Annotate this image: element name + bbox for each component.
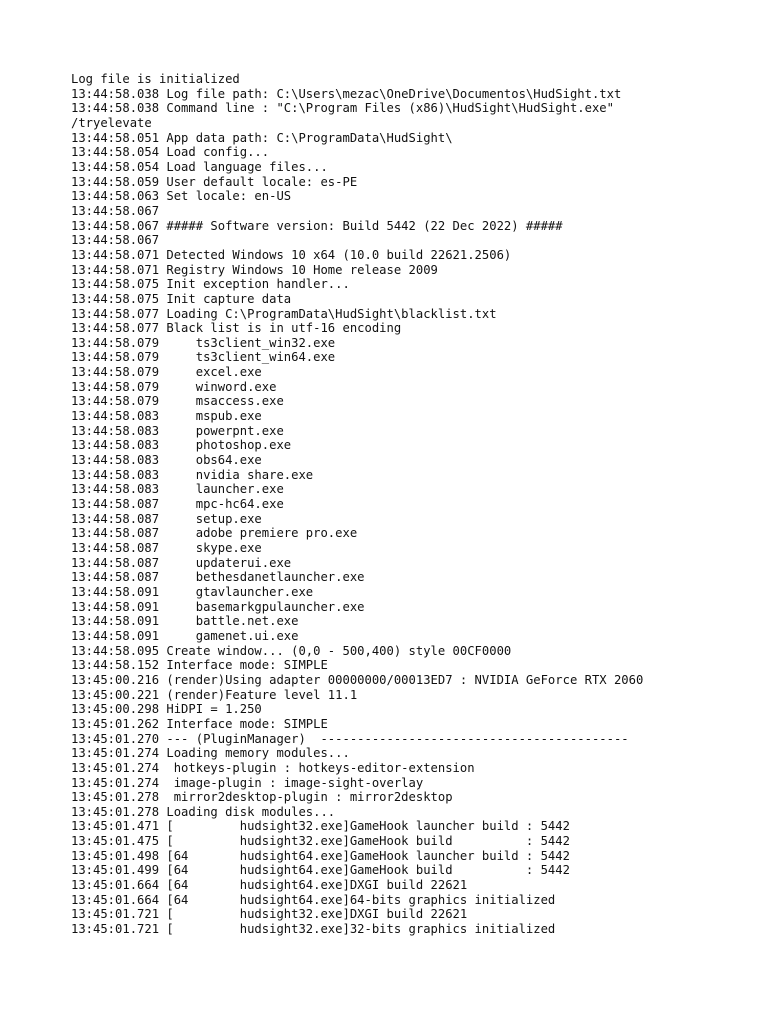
log-line: 13:44:58.075 Init exception handler... <box>71 277 350 292</box>
log-line: 13:44:58.079 winword.exe <box>71 379 277 394</box>
log-line: 13:44:58.077 Black list is in utf-16 encoding <box>71 321 402 336</box>
log-line: 13:45:01.278 Loading disk modules... <box>71 804 336 819</box>
log-line: 13:44:58.079 ts3client_win64.exe <box>71 350 336 365</box>
log-line: 13:45:01.721 [ hudsight32.exe]DXGI build 22621 <box>71 907 468 922</box>
log-line: 13:45:00.221 (render)Feature level 11.1 <box>71 687 358 702</box>
log-line: 13:44:58.038 Log file path: C:\Users\mezac\OneDrive\Documentos\HudSight.txt <box>71 86 622 101</box>
log-line: 13:44:58.095 Create window... (0,0 - 500,400) style 00CF0000 <box>71 643 512 658</box>
log-line: 13:44:58.152 Interface mode: SIMPLE <box>71 658 328 673</box>
log-document <box>71 72 761 937</box>
log-line: 13:44:58.091 basemarkgpulauncher.exe <box>71 599 365 614</box>
log-line: 13:45:01.498 [64 hudsight64.exe]GameHook launcher build : 5442 <box>71 848 570 863</box>
log-line: 13:45:00.298 HiDPI = 1.250 <box>71 702 262 717</box>
log-line: 13:44:58.091 battle.net.exe <box>71 614 299 629</box>
log-line: 13:44:58.038 Command line : "C:\Program Files (x86)\HudSight\HudSight.exe" <box>71 101 614 116</box>
log-line: 13:44:58.083 mspub.exe <box>71 409 262 424</box>
log-line: 13:45:01.274 image-plugin : image-sight-overlay <box>71 775 424 790</box>
log-line: 13:44:58.083 photoshop.exe <box>71 438 292 453</box>
log-line: 13:44:58.054 Load config... <box>71 145 270 160</box>
log-line: 13:44:58.087 adobe premiere pro.exe <box>71 526 358 541</box>
log-line: 13:44:58.067 <box>71 203 160 218</box>
log-line: 13:44:58.083 launcher.exe <box>71 482 284 497</box>
log-line: 13:44:58.075 Init capture data <box>71 291 292 306</box>
log-line: 13:44:58.059 User default locale: es-PE <box>71 174 358 189</box>
log-line: 13:44:58.087 updaterui.exe <box>71 555 292 570</box>
log-line: 13:44:58.091 gamenet.ui.exe <box>71 628 299 643</box>
log-line: 13:45:01.475 [ hudsight32.exe]GameHook build : 5442 <box>71 834 570 849</box>
log-line: 13:45:01.274 Loading memory modules... <box>71 746 350 761</box>
log-line: 13:45:00.216 (render)Using adapter 00000000/00013ED7 : NVIDIA GeForce RTX 2060 <box>71 672 644 687</box>
log-line: 13:45:01.278 mirror2desktop-plugin : mirror2desktop <box>71 790 453 805</box>
log-line: /tryelevate <box>71 115 152 130</box>
log-line: 13:45:01.471 [ hudsight32.exe]GameHook launcher build : 5442 <box>71 819 570 834</box>
log-line: 13:44:58.091 gtavlauncher.exe <box>71 584 314 599</box>
log-line: 13:45:01.721 [ hudsight32.exe]32-bits graphics initialized <box>71 922 556 937</box>
log-line: 13:44:58.071 Registry Windows 10 Home release 2009 <box>71 262 438 277</box>
log-line: 13:45:01.664 [64 hudsight64.exe]64-bits graphics initialized <box>71 892 556 907</box>
log-line: 13:44:58.083 nvidia share.exe <box>71 467 314 482</box>
log-line: 13:44:58.087 bethesdanetlauncher.exe <box>71 570 365 585</box>
log-line: 13:44:58.067 <box>71 233 160 248</box>
log-line: 13:44:58.079 ts3client_win32.exe <box>71 335 336 350</box>
log-line: 13:44:58.077 Loading C:\ProgramData\HudSight\blacklist.txt <box>71 306 497 321</box>
log-line: 13:45:01.274 hotkeys-plugin : hotkeys-editor-extension <box>71 760 475 775</box>
log-line: 13:44:58.079 excel.exe <box>71 365 262 380</box>
log-line: 13:45:01.270 --- (PluginManager) ------------------------------------------ <box>71 731 629 746</box>
log-line: Log file is initialized <box>71 72 240 86</box>
log-line: 13:44:58.063 Set locale: en-US <box>71 189 292 204</box>
log-line: 13:44:58.083 obs64.exe <box>71 453 262 468</box>
log-line: 13:44:58.079 msaccess.exe <box>71 394 284 409</box>
log-line: 13:44:58.067 ##### Software version: Build 5442 (22 Dec 2022) ##### <box>71 218 563 233</box>
log-line: 13:44:58.071 Detected Windows 10 x64 (10.0 build 22621.2506) <box>71 247 512 262</box>
log-line: 13:44:58.083 powerpnt.exe <box>71 423 284 438</box>
log-line: 13:45:01.262 Interface mode: SIMPLE <box>71 716 328 731</box>
log-line: 13:44:58.087 setup.exe <box>71 511 262 526</box>
log-line: 13:44:58.087 skype.exe <box>71 541 262 555</box>
log-line: 13:44:58.051 App data path: C:\ProgramData\HudSight\ <box>71 130 453 145</box>
log-line: 13:45:01.664 [64 hudsight64.exe]DXGI build 22621 <box>71 878 468 893</box>
log-line: 13:44:58.087 mpc-hc64.exe <box>71 497 284 512</box>
log-line: 13:45:01.499 [64 hudsight64.exe]GameHook build : 5442 <box>71 863 570 878</box>
log-line: 13:44:58.054 Load language files... <box>71 159 328 174</box>
